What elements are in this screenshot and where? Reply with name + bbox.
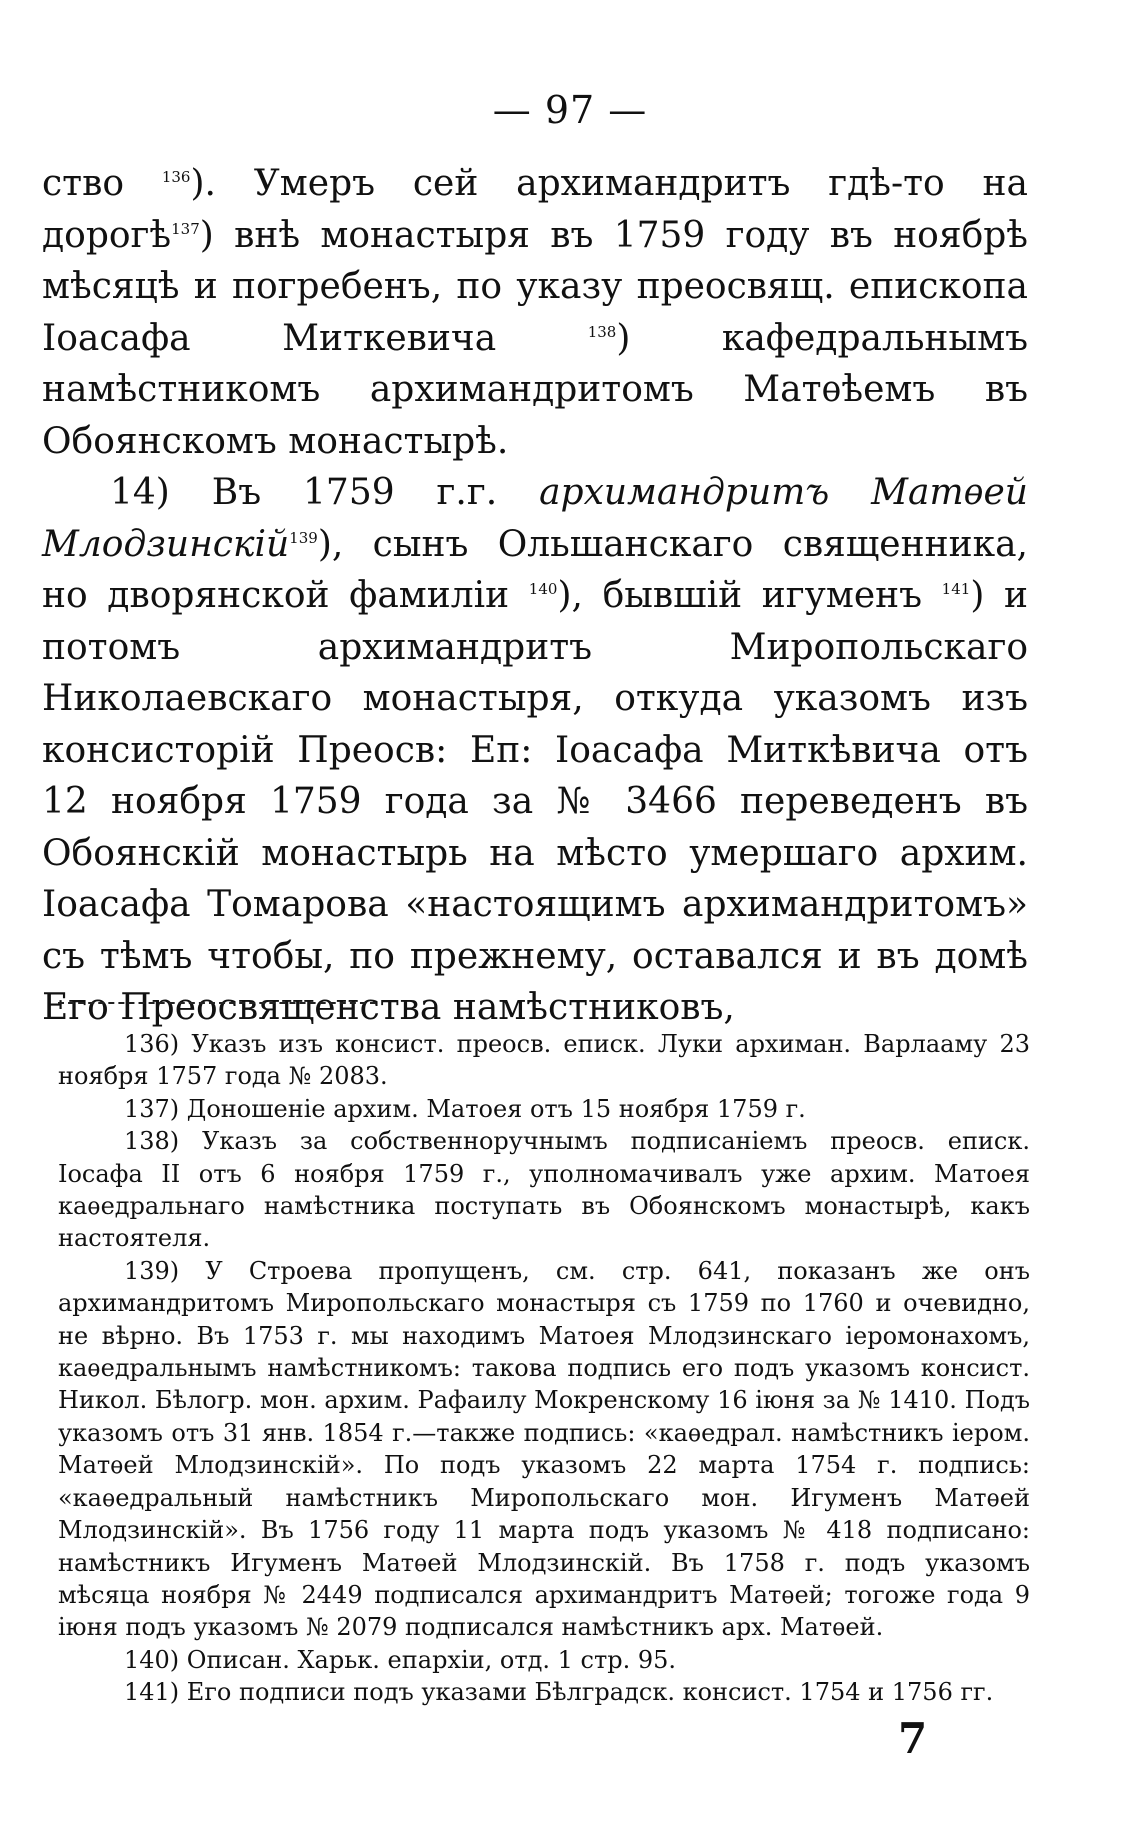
footnote-ref-137: 137 xyxy=(171,219,200,238)
footnote-138: 138) Указъ за собственноручнымъ подписаніемъ преосв. еписк. Іосафа II отъ 6 ноября 1759 г., уполномачивалъ уже архим. Матоея каѳедральнаго намѣстника поступать въ Обоянскомъ монастырѣ, какъ настоятеля. xyxy=(58,1127,1030,1253)
footnote-ref-136: 136 xyxy=(161,168,191,186)
paragraph-2 xyxy=(42,467,1028,1034)
footnote-137: 137) Доношеніе архим. Матоея отъ 15 ноября 1759 г. xyxy=(124,1094,806,1123)
footnote-140: 140) Описан. Харьк. епархіи, отд. 1 стр. 95. xyxy=(124,1645,677,1674)
footnote-divider xyxy=(58,1002,376,1004)
text-run: ) и потомъ архимандритъ Миропольскаго Николаевскаго монастыря, откуда указомъ изъ консисторій Преосв: Еп: Іоасафа Миткѣвича отъ 12 ноября 1759 года за № 3466 переведенъ въ Обоянскій монастырь на мѣсто умершаго архим. Іоасафа Томарова «настоящимъ архимандритомъ» съ тѣмъ чтобы, по прежнему, оставался и въ домѣ Его Преосвященства намѣстниковъ, xyxy=(42,575,1028,1028)
footnote-ref-139: 139 xyxy=(289,528,318,547)
footnote-141: 141) Его подписи подъ указами Бѣлградск. консист. 1754 и 1756 гг. xyxy=(124,1678,994,1707)
footnote-ref-140: 140 xyxy=(528,580,558,598)
text-run: ), сынъ Ольшанскаго священника, но дворянской фамиліи xyxy=(42,523,1028,616)
main-text xyxy=(42,158,1028,1034)
footnote-136: 136) Указъ изъ консист. преосв. еписк. Луки архиман. Варлааму 23 ноября 1757 года № 2083. xyxy=(58,1030,1030,1091)
footnote-ref-138: 138 xyxy=(587,322,617,341)
text-run: ство xyxy=(42,163,162,204)
footnotes xyxy=(58,1028,1030,1709)
page-number: — 97 — xyxy=(492,88,648,132)
text-run: 14) Въ 1759 г.г. xyxy=(110,472,540,513)
footnote-139: 139) У Строева пропущенъ, см. стр. 641, показанъ же онъ архимандритомъ Миропольскаго монастыря съ 1759 по 1760 и очевидно, не вѣрно. Въ 1753 г. мы находимъ Матоея Млодзинскаго іеромонахомъ, каѳедральнымъ намѣстникомъ: такова подпись его подъ указомъ консист. Никол. Бѣлогр. мон. архим. Рафаилу Мокренскому 16 іюня за № 1410. Подъ указомъ отъ 31 янв. 1854 г.—также подпись: «каѳедрал. намѣстникъ іером. Матѳей Млодзинскій». По подъ указомъ 22 марта 1754 г. подпись: «каѳедральный намѣстникъ Миропольскаго мон. Игуменъ Матѳей Млодзинскій». Въ 1756 году 11 марта подъ указомъ № 418 подписано: намѣстникъ Игуменъ Матѳей Млодзинскій. Въ 1758 г. подъ указомъ мѣсяца ноября № 2449 подписался архимандритъ Матѳей; тогоже года 9 іюня подъ указомъ № 2079 подписался намѣстникъ арх. Матѳей. xyxy=(58,1256,1030,1642)
text-run: ) внѣ монастыря въ 1759 году въ ноябрѣ мѣсяцѣ и погребенъ, по указу преосвящ. епископа Іоасафа Миткевича xyxy=(42,214,1028,359)
text-run: ) кафедральнымъ намѣстникомъ архимандритомъ Матѳѣемъ въ Обоянскомъ монастырѣ. xyxy=(42,317,1028,462)
signature-mark: 7 xyxy=(898,1714,928,1763)
text-run: ), бывшій игуменъ xyxy=(557,575,942,616)
paragraph-1 xyxy=(42,158,1028,467)
footnote-ref-141: 141 xyxy=(941,580,971,598)
text-run: ). Умеръ сей архимандритъ гдѣ-то на дорогѣ xyxy=(42,163,1028,256)
italic-name: архимандритъ Матѳей Млодзинскій xyxy=(42,472,1028,565)
